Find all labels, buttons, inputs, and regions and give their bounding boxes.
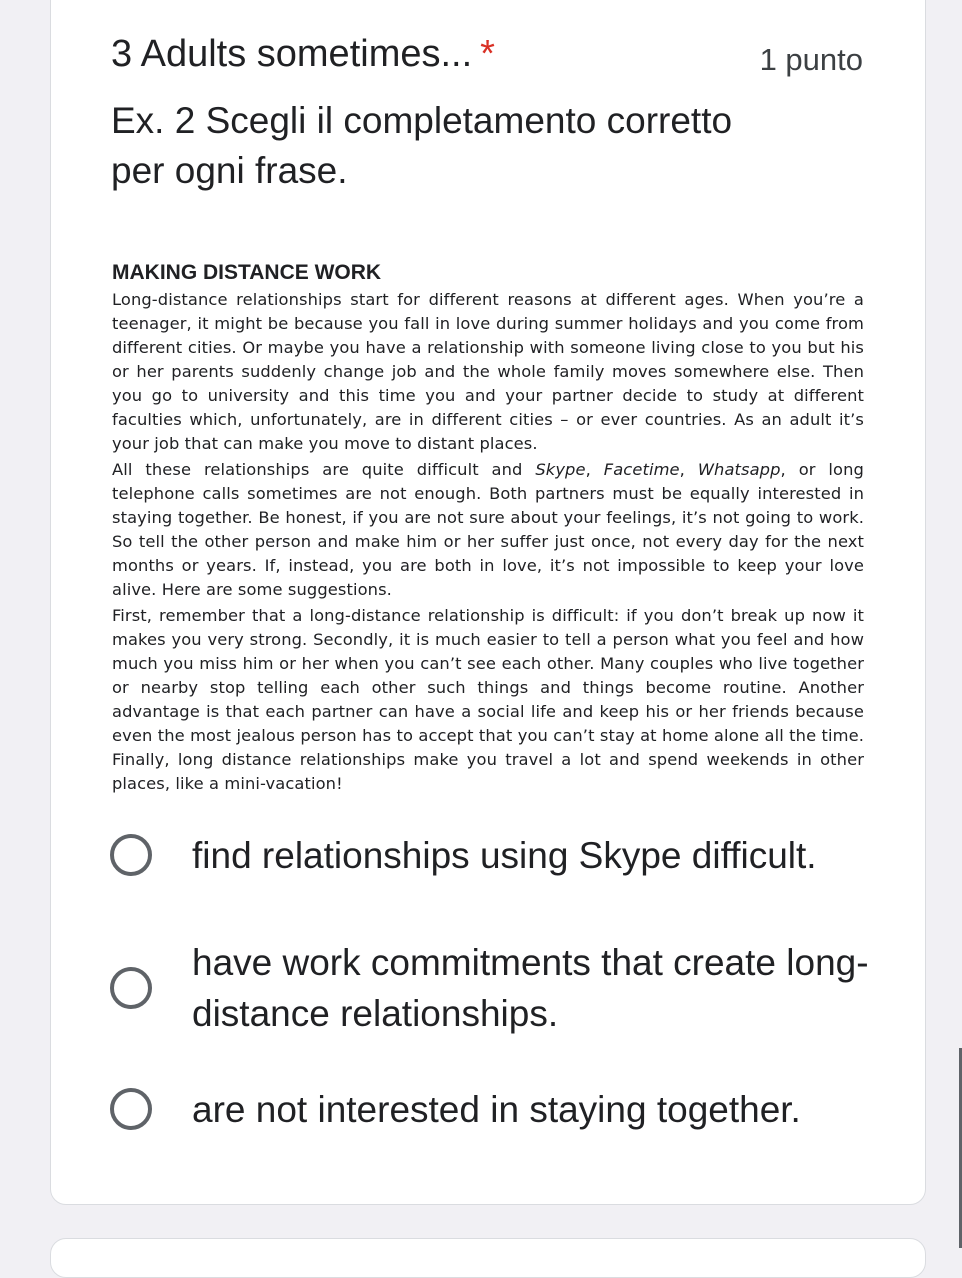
app-name-emphasis: Skype (535, 460, 586, 479)
question-points: 1 punto (759, 42, 863, 77)
reading-passage-image (112, 258, 864, 796)
answer-option-3[interactable] (110, 1080, 890, 1138)
radio-button[interactable] (110, 967, 152, 1009)
question-title (111, 30, 495, 78)
question-description: Ex. 2 Scegli il completamento corretto per ogni frase. (111, 100, 733, 191)
passage-paragraph-2-text: All these relationships are quite difficult and Skype, Facetime, Whatsapp, or long telephone calls sometimes are not enough. Both partners must be equally interested in staying together. Be honest, if you are not sure about your feelings, it’s not going to work. So tell the other person and make him or her suffer just once, not every day for the next months or years. If, instead, you are both in love, it’s not impossible to keep your love alive. Here are some suggestions. (112, 460, 864, 599)
passage-paragraph-2 (112, 458, 864, 602)
answer-option-label[interactable]: find relationships using Skype difficult. (192, 834, 817, 876)
answer-option-1[interactable] (110, 826, 890, 884)
next-question-card (50, 1238, 926, 1278)
radio-button[interactable] (110, 834, 152, 876)
passage-title: MAKING DISTANCE WORK (112, 261, 382, 284)
required-asterisk: * (480, 33, 495, 75)
passage-paragraph-1: Long-distance relationships start for different reasons at different ages. When you’re a teenager, it might be because you fall in love during summer holidays and you come from different cities. Or maybe you have a relationship with someone living close to you but his or her parents suddenly change job and the whole family moves somewhere else. Then you go to university and this time you and your partner decide to study at different faculties which, unfortunately, are in different cities – or ever countries. As an adult it’s your job that can make you move to distant places. (112, 290, 864, 453)
answer-options (110, 826, 890, 1190)
radio-button[interactable] (110, 1088, 152, 1130)
answer-option-label[interactable]: are not interested in staying together. (192, 1088, 801, 1130)
app-name-emphasis: Whatsapp (697, 460, 781, 479)
passage-paragraph-3: First, remember that a long-distance relationship is difficult: if you don’t break up now it makes you very strong. Secondly, it is much easier to tell a person what you feel and how much you miss him or her when you can’t see each other. Many couples who live together or nearby stop telling each other such things and things become routine. Another advantage is that each partner can have a social life and keep his or her friends because even the most jealous person has to accept that you can’t stay at home alone all the time. Finally, long distance relationships make you travel a lot and spend weekends in other places, like a mini-vacation! (112, 606, 864, 793)
answer-option-label[interactable]: have work commitments that create long-distance relationships. (192, 942, 869, 1034)
answer-option-2[interactable] (110, 936, 890, 1040)
question-title-text: 3 Adults sometimes... (111, 33, 473, 75)
app-name-emphasis: Facetime (603, 460, 680, 479)
